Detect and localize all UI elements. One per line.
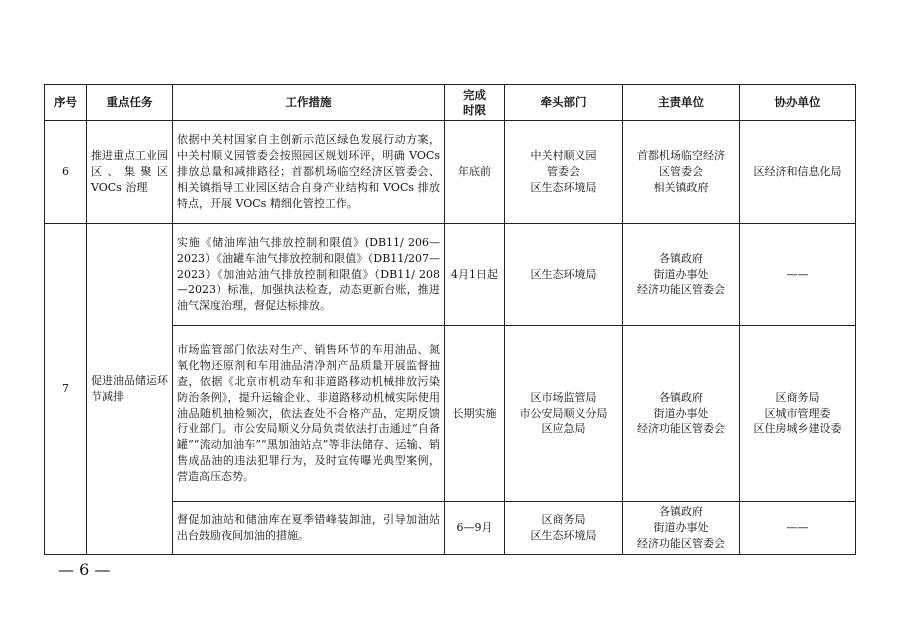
row7-sub1-assist: —— — [740, 224, 856, 326]
row7-sub2-lead: 区市场监管局 市公安局顺义分局 区应急局 — [505, 326, 623, 502]
header-seq: 序号 — [45, 85, 87, 121]
action-plan-table — [44, 84, 856, 555]
header-assist: 协办单位 — [740, 85, 856, 121]
header-measures: 工作措施 — [173, 85, 445, 121]
row6-assist: 区经济和信息化局 — [740, 121, 856, 224]
header-deadline: 完成 时限 — [445, 85, 505, 121]
row7-sub2-deadline: 长期实施 — [445, 326, 505, 502]
header-task: 重点任务 — [87, 85, 173, 121]
row7-sub3-responsible: 各镇政府 街道办事处 经济功能区管委会 — [623, 502, 740, 555]
row7-task: 促进油品储运环节减排 — [87, 224, 173, 555]
header-row — [45, 85, 856, 121]
row7-sub2-measures: 市场监管部门依法对生产、销售环节的车用油品、氮氧化物还原剂和车用油品清净剂产品质量开展监督抽查，依据《北京市机动车和非道路移动机械排放污染防治条例》，提升运输企业、非道路移动机械实际使用油品随机抽检频次，依法查处不合格产品，定期反馈行业部门。市公安局顺义分局负责依法打击通过“自备罐”“流动加油车”“黑加油站点”等非法储存、运输、销售成品油的违法犯罪行为，及时宣传曝光典型案例，营造高压态势。 — [173, 326, 445, 502]
row7-sub1-lead: 区生态环境局 — [505, 224, 623, 326]
header-lead: 牵头部门 — [505, 85, 623, 121]
header-responsible: 主责单位 — [623, 85, 740, 121]
row6-deadline: 年底前 — [445, 121, 505, 224]
row7-sub1-measures: 实施《储油库油气排放控制和限值》(DB11/ 206—2023）《油罐车油气排放控制和限值》（DB11/207—2023）《加油站油气排放控制和限值》（DB11/ 208—2023）标准，加强执法检查，动态更新台账，推进油气深度治理，督促达标排放。 — [173, 224, 445, 326]
row7-seq: 7 — [45, 224, 87, 555]
row6-responsible: 首都机场临空经济 区管委会 相关镇政府 — [623, 121, 740, 224]
table-row-7-1 — [45, 224, 856, 326]
page-number: — 6 — — [58, 560, 111, 579]
row7-sub3-measures: 督促加油站和储油库在夏季错峰装卸油，引导加油站出台鼓励夜间加油的措施。 — [173, 502, 445, 555]
row7-sub1-responsible: 各镇政府 街道办事处 经济功能区管委会 — [623, 224, 740, 326]
row7-sub1-deadline: 4月1日起 — [445, 224, 505, 326]
row7-sub3-lead: 区商务局 区生态环境局 — [505, 502, 623, 555]
row6-lead: 中关村顺义园 管委会 区生态环境局 — [505, 121, 623, 224]
row7-sub3-deadline: 6—9月 — [445, 502, 505, 555]
table-row-6 — [45, 121, 856, 224]
row7-sub2-assist: 区商务局 区城市管理委 区住房城乡建设委 — [740, 326, 856, 502]
row6-seq: 6 — [45, 121, 87, 224]
row7-sub3-assist: —— — [740, 502, 856, 555]
row6-measures: 依据中关村国家自主创新示范区绿色发展行动方案，中关村顺义园管委会按照园区规划环评，明确 VOCs 排放总量和减排路径；首都机场临空经济区管委会、相关镇指导工业园区结合自身产业结构和 VOCs 排放特点，开展 VOCs 精细化管控工作。 — [173, 121, 445, 224]
row7-sub2-responsible: 各镇政府 街道办事处 经济功能区管委会 — [623, 326, 740, 502]
row6-task: 推进重点工业园区、集聚区 VOCs 治理 — [87, 121, 173, 224]
